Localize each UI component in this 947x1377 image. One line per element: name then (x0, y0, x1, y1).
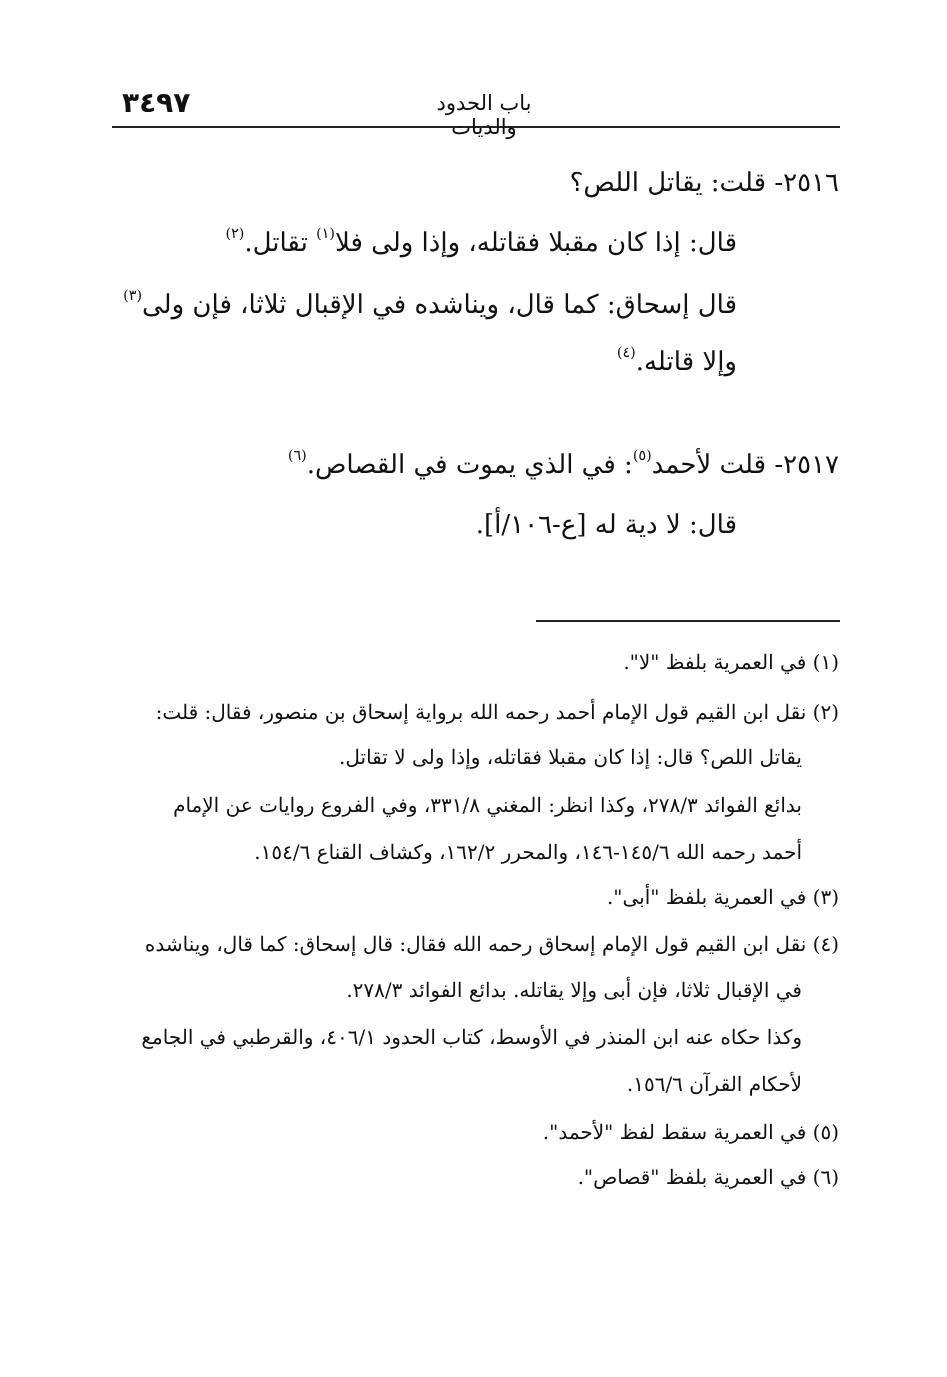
footnote-4: (٤) نقل ابن القيم قول الإمام إسحاق رحمه الله فقال: قال إسحاق: كما قال، ويناشده (144, 932, 839, 956)
question-text: قلت لأحمد (651, 450, 767, 480)
question-text: قلت: يقاتل اللص؟ (569, 168, 767, 198)
answer-text: قال: لا دية له [ع-١٠٦/أ]. (475, 510, 737, 540)
ishaq-text: وإلا قاتله. (635, 347, 737, 377)
footnote-4-cont: في الإقبال ثلاثا، فإن أبى وإلا يقاتله. بدائع الفوائد ٢٧٨/٣. (346, 978, 802, 1002)
ishaq-line-2 (617, 347, 737, 377)
answer-text: قال: إذا كان مقبلا فقاتله، وإذا ولى فلا (334, 228, 737, 258)
footnote-4-cont: لأحكام القرآن ١٥٦/٦. (626, 1072, 802, 1096)
footnote-3: (٣) في العمرية بلفظ "أبى". (606, 885, 839, 909)
question-text-cont: : في الذي يموت في القصاص. (306, 450, 633, 480)
footnote-ref: (١) (316, 226, 335, 243)
page-header (112, 82, 840, 139)
footnote-ref: (٤) (616, 345, 636, 362)
footnote-2-cont: بدائع الفوائد ٢٧٨/٣، وكذا انظر: المغني ٣٣١/٨، وفي الفروع روايات عن الإمام (173, 793, 802, 817)
running-title: باب الحدود والديات (436, 91, 532, 139)
ishaq-line-1 (123, 290, 737, 320)
answer-2517 (476, 510, 737, 540)
question-number: ٢٥١٧ (783, 450, 839, 480)
question-number: ٢٥١٦ (783, 168, 839, 198)
footnote-1: (١) في العمرية بلفظ "لا". (623, 650, 839, 674)
footnote-ref: (٣) (123, 288, 143, 305)
footnote-2-cont: يقاتل اللص؟ قال: إذا كان مقبلا فقاتله، وإذا ولى لا تقاتل. (339, 745, 802, 769)
question-2516: ٢٥١٦- قلت: يقاتل اللص؟ (569, 168, 839, 198)
answer-2516 (225, 228, 737, 258)
footnote-2-cont: أحمد رحمه الله ١٤٥/٦-١٤٦، والمحرر ١٦٢/٢، وكشاف القناع ١٥٤/٦. (254, 840, 802, 864)
footnote-4-cont: وكذا حكاه عنه ابن المنذر في الأوسط، كتاب الحدود ٤٠٦/١، والقرطبي في الجامع (141, 1025, 802, 1049)
footnote-2: (٢) نقل ابن القيم قول الإمام أحمد رحمه الله برواية إسحاق بن منصور، فقال: قلت: (155, 700, 839, 724)
footnote-ref: (٥) (632, 448, 652, 465)
footnote-separator (536, 620, 840, 622)
footnote-ref: (٢) (225, 226, 245, 243)
ishaq-text: قال إسحاق: كما قال، ويناشده في الإقبال ثلاثا، فإن ولى (142, 290, 737, 320)
question-2517: ٢٥١٧- قلت لأحمد$^{(٥)}$: في الذي يموت في القصاص.$^{(٦)}$ (287, 448, 839, 480)
footnote-6: (٦) في العمرية بلفظ "قصاص". (577, 1165, 839, 1189)
footnote-ref: (٦) (287, 448, 307, 465)
answer-text-cont: تقاتل. (244, 228, 317, 258)
page-number: ٣٤٩٧ (122, 86, 191, 119)
footnote-5: (٥) في العمرية سقط لفظ "لأحمد". (542, 1120, 839, 1144)
